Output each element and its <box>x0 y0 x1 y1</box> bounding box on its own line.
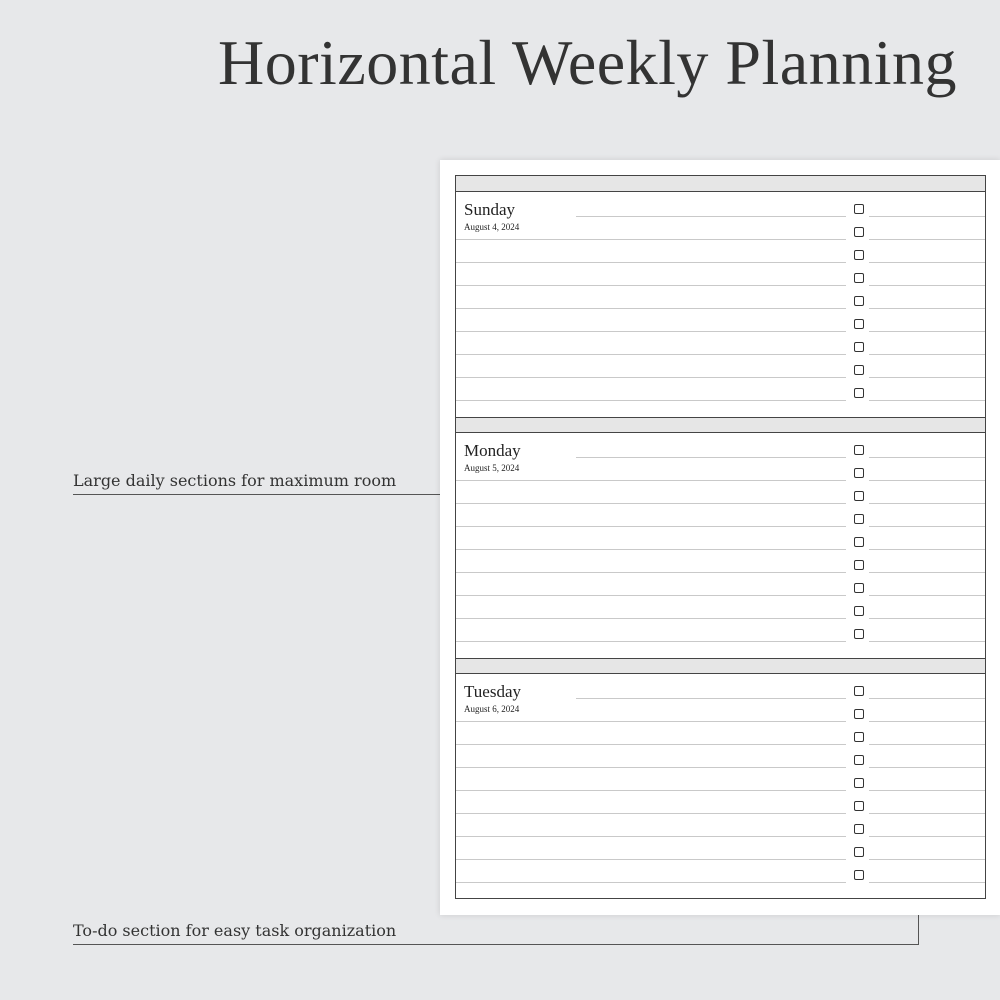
todo-line[interactable] <box>869 331 985 332</box>
todo-line[interactable] <box>869 790 985 791</box>
checkbox-icon[interactable] <box>854 204 864 214</box>
checkbox-icon[interactable] <box>854 629 864 639</box>
checkbox-icon[interactable] <box>854 468 864 478</box>
notes-line[interactable] <box>456 744 846 745</box>
callout-todo-section: To-do section for easy task organization <box>73 921 397 940</box>
callout-daily-sections: Large daily sections for maximum room <box>73 471 397 490</box>
checkbox-icon[interactable] <box>854 870 864 880</box>
notes-line[interactable] <box>456 813 846 814</box>
notes-line[interactable] <box>456 790 846 791</box>
todo-line[interactable] <box>869 526 985 527</box>
todo-line[interactable] <box>869 882 985 883</box>
notes-line[interactable] <box>456 262 846 263</box>
notes-line[interactable] <box>456 354 846 355</box>
notes-line[interactable] <box>456 308 846 309</box>
todo-line[interactable] <box>869 480 985 481</box>
checkbox-icon[interactable] <box>854 445 864 455</box>
checkbox-icon[interactable] <box>854 537 864 547</box>
checkbox-icon[interactable] <box>854 365 864 375</box>
day-date: August 5, 2024 <box>464 463 520 473</box>
checkbox-icon[interactable] <box>854 319 864 329</box>
todo-line[interactable] <box>869 721 985 722</box>
day-date: August 4, 2024 <box>464 222 520 232</box>
callout-todo-line <box>73 944 919 945</box>
notes-line[interactable] <box>456 572 846 573</box>
notes-line[interactable] <box>456 503 846 504</box>
checkbox-icon[interactable] <box>854 801 864 811</box>
todo-line[interactable] <box>869 377 985 378</box>
page-title: Horizontal Weekly Planning <box>218 27 957 98</box>
checkbox-icon[interactable] <box>854 388 864 398</box>
todo-line[interactable] <box>869 400 985 401</box>
todo-line[interactable] <box>869 641 985 642</box>
todo-line[interactable] <box>869 262 985 263</box>
checkbox-icon[interactable] <box>854 686 864 696</box>
todo-line[interactable] <box>869 744 985 745</box>
todo-line[interactable] <box>869 836 985 837</box>
notes-line[interactable] <box>456 480 846 481</box>
callout-daily-line <box>73 494 447 495</box>
todo-line[interactable] <box>869 618 985 619</box>
notes-line[interactable] <box>456 331 846 332</box>
todo-line[interactable] <box>869 457 985 458</box>
checkbox-icon[interactable] <box>854 824 864 834</box>
todo-line[interactable] <box>869 308 985 309</box>
todo-line[interactable] <box>869 572 985 573</box>
checkbox-icon[interactable] <box>854 273 864 283</box>
todo-line[interactable] <box>869 239 985 240</box>
todo-line[interactable] <box>869 767 985 768</box>
checkbox-icon[interactable] <box>854 296 864 306</box>
checkbox-icon[interactable] <box>854 250 864 260</box>
checkbox-icon[interactable] <box>854 560 864 570</box>
todo-line[interactable] <box>869 595 985 596</box>
checkbox-icon[interactable] <box>854 755 864 765</box>
notes-line[interactable] <box>456 526 846 527</box>
checkbox-icon[interactable] <box>854 709 864 719</box>
notes-line[interactable] <box>456 721 846 722</box>
checkbox-icon[interactable] <box>854 514 864 524</box>
notes-line[interactable] <box>456 618 846 619</box>
todo-line[interactable] <box>869 216 985 217</box>
todo-line[interactable] <box>869 354 985 355</box>
notes-line[interactable] <box>456 285 846 286</box>
day-header-bar <box>456 176 985 192</box>
notes-line[interactable] <box>576 698 846 699</box>
checkbox-icon[interactable] <box>854 342 864 352</box>
notes-line[interactable] <box>456 400 846 401</box>
notes-line[interactable] <box>576 457 846 458</box>
todo-line[interactable] <box>869 285 985 286</box>
todo-line[interactable] <box>869 698 985 699</box>
todo-line[interactable] <box>869 859 985 860</box>
day-date: August 6, 2024 <box>464 704 520 714</box>
notes-line[interactable] <box>456 239 846 240</box>
checkbox-icon[interactable] <box>854 847 864 857</box>
checkbox-icon[interactable] <box>854 491 864 501</box>
todo-line[interactable] <box>869 503 985 504</box>
planner-grid <box>455 175 986 899</box>
checkbox-icon[interactable] <box>854 606 864 616</box>
planner-sheet <box>440 160 1000 915</box>
checkbox-icon[interactable] <box>854 778 864 788</box>
checkbox-icon[interactable] <box>854 583 864 593</box>
notes-line[interactable] <box>456 549 846 550</box>
day-name: Sunday <box>464 200 515 219</box>
todo-line[interactable] <box>869 813 985 814</box>
notes-line[interactable] <box>456 882 846 883</box>
day-name: Tuesday <box>464 682 521 701</box>
notes-line[interactable] <box>456 641 846 642</box>
notes-line[interactable] <box>456 377 846 378</box>
notes-line[interactable] <box>456 767 846 768</box>
day-header-bar <box>456 658 985 674</box>
notes-line[interactable] <box>456 859 846 860</box>
notes-line[interactable] <box>456 836 846 837</box>
checkbox-icon[interactable] <box>854 227 864 237</box>
checkbox-icon[interactable] <box>854 732 864 742</box>
todo-line[interactable] <box>869 549 985 550</box>
day-name: Monday <box>464 441 521 460</box>
day-header-bar <box>456 417 985 433</box>
notes-line[interactable] <box>576 216 846 217</box>
notes-line[interactable] <box>456 595 846 596</box>
